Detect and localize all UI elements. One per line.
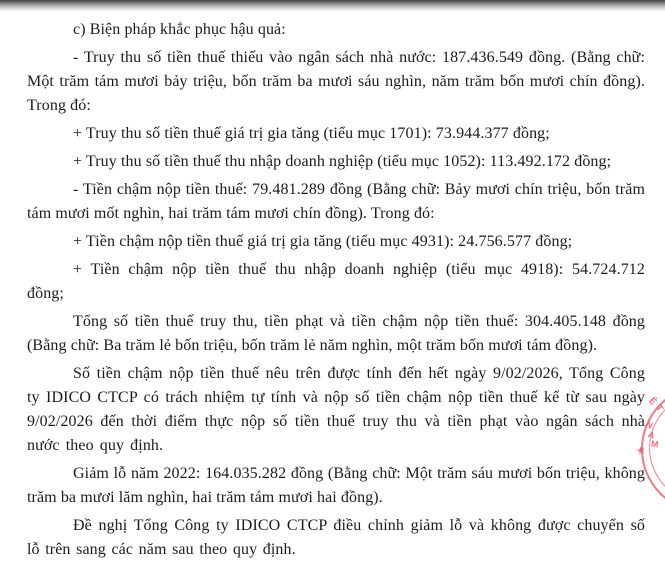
- seal-letter-fragment: A: [646, 429, 656, 441]
- seal-letter-fragment: T: [654, 402, 665, 414]
- para-late-payment-vat: + Tiền chậm nộp tiền thuế giá trị gia tăng (tiểu mục 4931): 24.756.577 đồng;: [73, 233, 573, 250]
- para-tax-arrears: - Truy thu số tiền thuế thiếu vào ngân sách nhà nước: 187.436.549 đồng. (Bằng chữ: Một trăm tám mươi bảy triệu, bốn trăm ba mươi sáu nghìn, năm trăm bốn mươi chín đồng). Trong đó:: [27, 49, 645, 114]
- seal-letter-fragment: N: [644, 419, 655, 431]
- para-remedy-heading: c) Biện pháp khắc phục hậu quả:: [73, 21, 286, 38]
- document-body: [0, 13, 665, 563]
- seal-star-icon: ★: [634, 444, 648, 458]
- seal-letter-fragment: M: [650, 438, 660, 450]
- para-vat-arrears: + Truy thu số tiền thuế giá trị gia tăng (tiểu mục 1701): 73.944.377 đồng;: [73, 125, 550, 142]
- para-late-payment: - Tiền chậm nộp tiền thuế: 79.481.289 đồng (Bằng chữ: Bảy mươi chín triệu, bốn trăm tám mươi mốt nghìn, hai trăm tám mươi chín đồng). Trong đó:: [27, 181, 645, 222]
- para-loss-reduction: Giảm lỗ năm 2022: 164.035.282 đồng (Bằng chữ: Một trăm sáu mươi bốn triệu, không trăm ba mươi lăm nghìn, hai trăm tám mươi hai đồng).: [27, 465, 645, 506]
- seal-letter-fragment: Ệ: [647, 395, 659, 407]
- para-late-payment-cit: + Tiền chậm nộp tiền thuế thu nhập doanh nghiệp (tiểu mục 4918): 54.724.712 đồng;: [27, 261, 645, 302]
- para-cit-arrears: + Truy thu số tiền thuế thu nhập doanh nghiệp (tiểu mục 1052): 113.492.172 đồng;: [73, 153, 612, 170]
- para-loss-adjust-request: Đề nghị Tổng Công ty IDICO CTCP điều chỉnh giảm lỗ và không được chuyển số lỗ trên sang các năm sau theo quy định.: [27, 517, 645, 558]
- para-late-payment-calc: Số tiền chậm nộp tiền thuế nêu trên được tính đến hết ngày 9/02/2026, Tổng Công ty IDICO CTCP có trách nhiệm tự tính và nộp số tiền chậm nộp tiền thuế kể từ sau ngày 9/02/2026 đến thời điểm thực nộp số tiền thuế truy thu và tiền phạt vào ngân sách nhà nước theo quy định.: [27, 365, 645, 454]
- scan-edge-artifact: [0, 0, 665, 12]
- para-total-amount: Tổng số tiền thuế truy thu, tiền phạt và tiền chậm nộp tiền thuế: 304.405.148 đồng (Bằng chữ: Ba trăm lẻ bốn triệu, bốn trăm lẻ năm nghìn, một trăm bốn mươi tám đồng).: [27, 313, 645, 354]
